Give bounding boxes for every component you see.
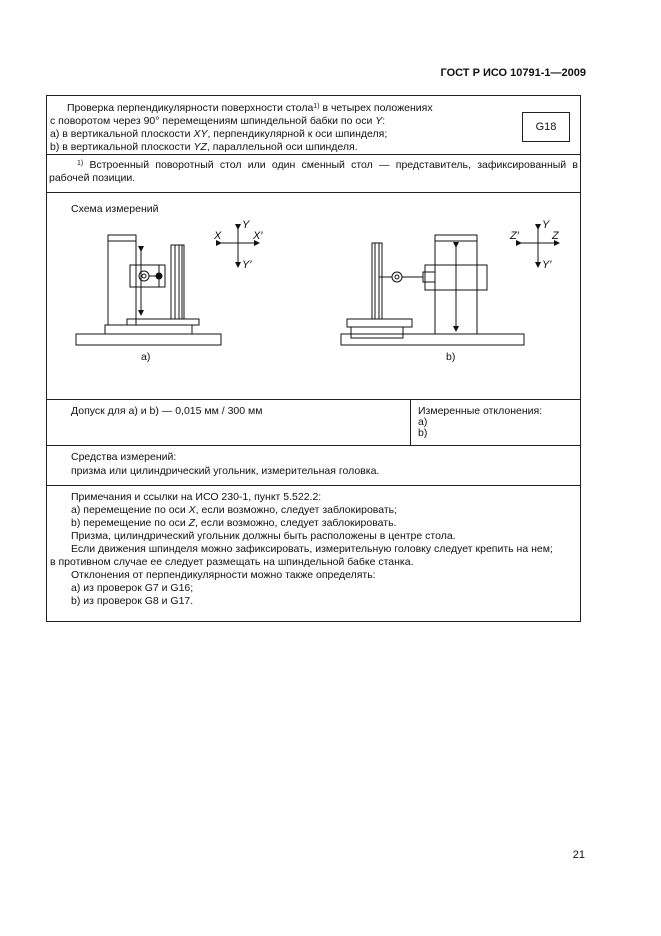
document-id: ГОСТ Р ИСО 10791-1—2009 — [440, 67, 586, 79]
measured-a: a) — [418, 416, 428, 428]
notes-item-b: b) перемещение по оси Z, если возможно, следует заблокировать. — [71, 517, 397, 529]
notes-row — [47, 486, 580, 621]
measured-deviations-title: Измеренные отклонения: — [418, 405, 543, 417]
check-title: Проверка перпендикулярности поверхности стола$^{1)}$ в четырех положениях — [67, 102, 433, 114]
footnote: $^{1)}$ Встроенный поворотный стол или один сменный стол — представитель, зафиксированный в рабочей позиции. — [49, 159, 578, 184]
page-number: 21 — [572, 849, 585, 861]
divider — [47, 154, 580, 155]
axis-label-a-down: Y′ — [242, 259, 252, 271]
notes-item-a: a) перемещение по оси X, если возможно, следует заблокировать; — [71, 504, 398, 516]
notes-line-8: a) из проверок G7 и G16; — [71, 582, 194, 594]
instruments-row — [47, 446, 580, 486]
notes-title: Примечания и ссылки на ИСО 230-1, пункт 5.522.2: — [71, 491, 322, 503]
axis-label-b-left: Z′ — [510, 230, 519, 242]
check-line-2: с поворотом через 90° перемещениям шпиндельной бабки по оси Y: — [50, 115, 386, 127]
check-table — [46, 95, 581, 622]
setup-b-machine — [341, 235, 524, 345]
axis-label-a-left: X — [214, 230, 222, 242]
check-item-b: b) в вертикальной плоскости YZ, параллельной оси шпинделя. — [50, 141, 358, 153]
instruments-text: призма или цилиндрический угольник, измерительная головка. — [71, 465, 380, 477]
measurement-diagram — [47, 193, 580, 400]
diagram-title: Схема измерений — [71, 203, 159, 215]
notes-line-7: Отклонения от перпендикулярности можно также определять: — [71, 569, 376, 581]
axis-label-b-right: Z — [552, 230, 559, 242]
column-divider — [410, 400, 411, 445]
tolerance-row — [47, 400, 580, 446]
check-description-row — [47, 96, 580, 193]
notes-line-9: b) из проверок G8 и G17. — [71, 595, 194, 607]
axis-label-a-up: Y — [242, 219, 250, 231]
check-code-box: G18 — [522, 112, 570, 142]
axis-label-b-down: Y′ — [542, 259, 552, 271]
instruments-title: Средства измерений: — [71, 451, 177, 463]
measured-b: b) — [418, 427, 428, 439]
label-a: a) — [141, 351, 151, 363]
setup-a-machine — [76, 235, 221, 345]
axis-label-b-up: Y — [542, 219, 550, 231]
tolerance-text: Допуск для a) и b) — 0,015 мм / 300 мм — [71, 405, 263, 417]
axis-label-a-right: X′ — [253, 230, 263, 242]
check-item-a: a) в вертикальной плоскости XY, перпендикулярной к оси шпинделя; — [50, 128, 388, 140]
diagram-row — [47, 193, 580, 400]
notes-line-6: в противном случае ее следует размещать на шпиндельной бабке станка. — [50, 556, 414, 568]
label-b: b) — [446, 351, 456, 363]
notes-line-4: Призма, цилиндрический угольник должны быть расположены в центре стола. — [71, 530, 456, 542]
notes-line-5: Если движения шпинделя можно зафиксировать, измерительную головку следует крепить на нем; — [71, 543, 553, 555]
